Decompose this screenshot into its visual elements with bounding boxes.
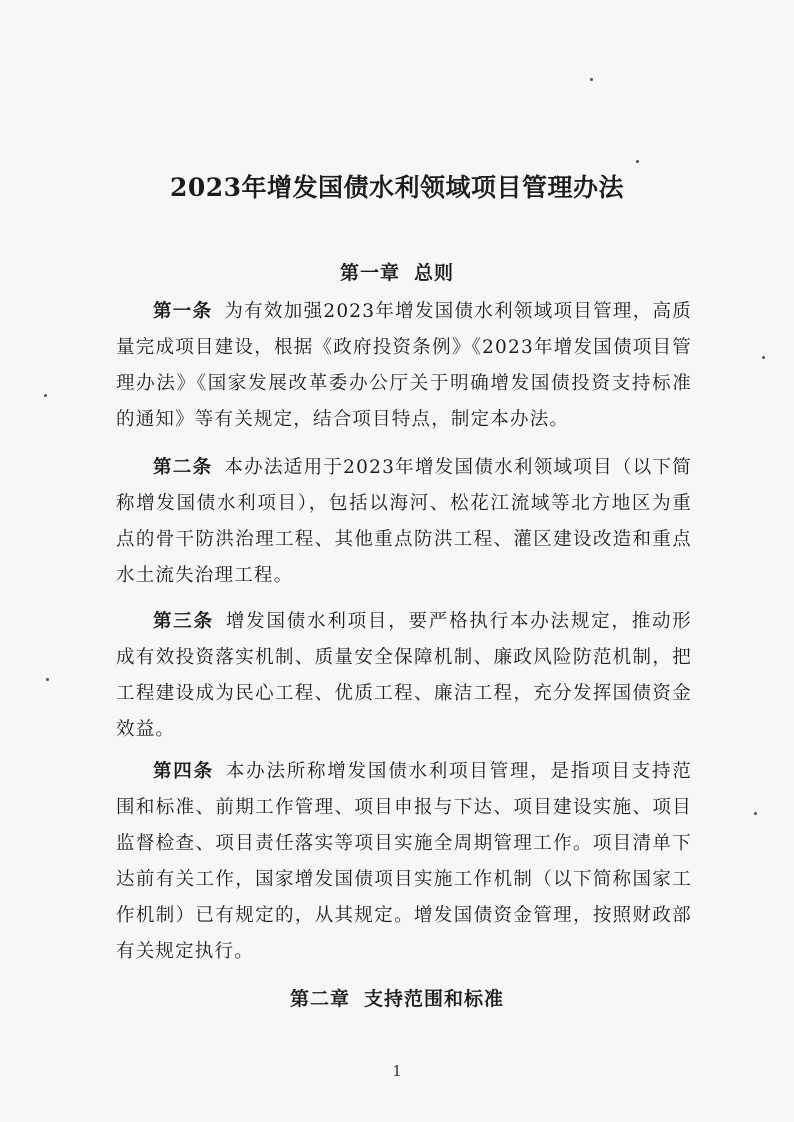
scan-speck — [590, 78, 593, 81]
chapter-name: 支持范围和标准 — [364, 988, 505, 1010]
article-paragraph — [116, 604, 692, 748]
document-title: 2023年增发国债水利领域项目管理办法 — [169, 173, 625, 202]
chapter-heading — [0, 984, 794, 1011]
chapter-name: 总则 — [414, 262, 455, 284]
page-number: 1 — [392, 1062, 402, 1080]
article-number: 第三条 — [153, 611, 214, 632]
article-number: 第二条 — [153, 457, 213, 478]
article-text: 本办法所称增发国债水利项目管理，是指项目支持范围和标准、前期工作管理、项目申报与下达、项目建设实施、项目监督检查、项目责任落实等项目实施全周期管理工作。项目清单下达前有关工作，国家增发国债项目实施工作机制（以下简称国家工作机制）已有规定的，从其规定。增发国债资金管理，按照财政部有关规定执行。 — [116, 761, 692, 962]
article-text: 为有效加强2023年增发国债水利领域项目管理，高质量完成项目建设，根据《政府投资条例》《2023年增发国债项目管理办法》《国家发展改革委办公厅关于明确增发国债投资支持标准的通知》等有关规定，结合项目特点，制定本办法。 — [116, 301, 692, 430]
article-text: 本办法适用于2023年增发国债水利领域项目（以下简称增发国债水利项目），包括以海河、松花江流域等北方地区为重点的骨干防洪治理工程、其他重点防洪工程、灌区建设改造和重点水土流失治理工程。 — [116, 457, 692, 586]
scan-speck — [44, 394, 47, 397]
chapter-label: 第二章 — [289, 988, 350, 1010]
article-paragraph — [116, 754, 692, 970]
scan-speck — [636, 160, 639, 163]
article-paragraph — [116, 450, 692, 594]
article-paragraph — [116, 294, 692, 438]
scan-speck — [46, 678, 49, 681]
article-number: 第一条 — [153, 301, 213, 322]
scan-speck — [754, 812, 757, 815]
scan-speck — [762, 356, 765, 359]
chapter-label: 第一章 — [339, 262, 400, 284]
article-number: 第四条 — [153, 761, 214, 782]
article-text: 增发国债水利项目，要严格执行本办法规定，推动形成有效投资落实机制、质量安全保障机制、廉政风险防范机制，把工程建设成为民心工程、优质工程、廉洁工程，充分发挥国债资金效益。 — [116, 611, 692, 740]
chapter-heading — [0, 258, 794, 285]
